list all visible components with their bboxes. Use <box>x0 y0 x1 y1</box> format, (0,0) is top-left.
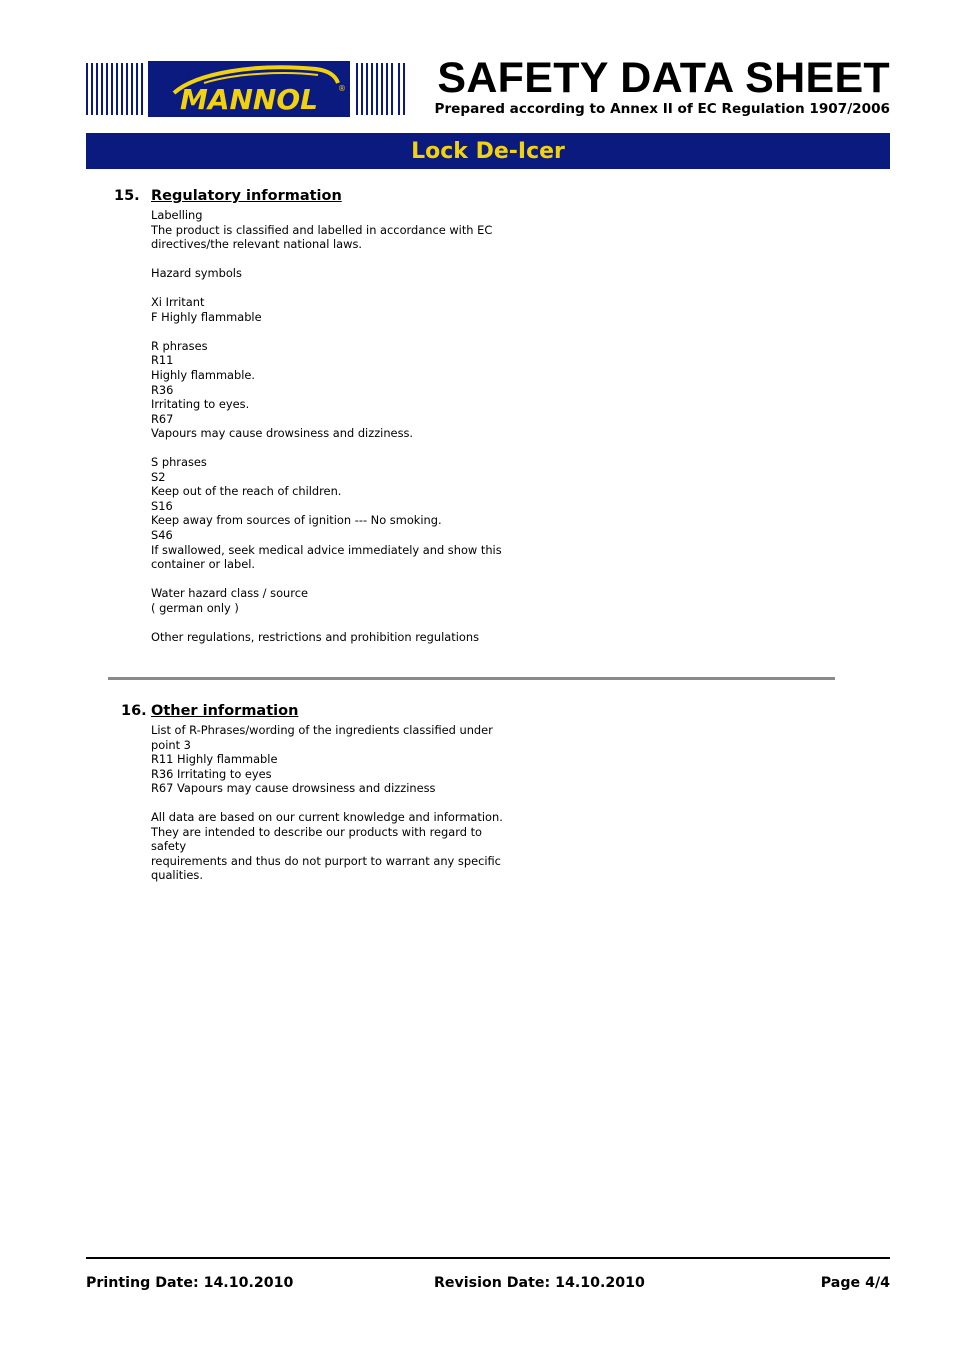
body-line: Labelling <box>151 208 203 222</box>
body-line: R67 <box>151 411 174 426</box>
section-16-title: Other information <box>151 703 299 719</box>
body-line: List of R-Phrases/wording of the ingredients classified under <box>151 723 493 737</box>
mannol-logo-graphic <box>86 61 406 117</box>
section-15-heading <box>114 187 342 205</box>
body-line <box>151 796 511 811</box>
body-line: Keep out of the reach of children. <box>151 484 342 499</box>
section-16-body <box>151 723 511 883</box>
body-line: S46 <box>151 528 173 543</box>
section-16-number: 16. <box>121 703 147 719</box>
body-line: S2 <box>151 469 166 484</box>
body-line: ( german only ) <box>151 600 239 615</box>
body-line <box>151 252 511 267</box>
body-line: directives/the relevant national laws. <box>151 237 363 252</box>
body-line <box>151 281 511 296</box>
document-title: SAFETY DATA SHEET <box>437 54 890 102</box>
body-line: S phrases <box>151 455 207 470</box>
product-banner <box>86 133 890 169</box>
body-line: requirements and thus do not purport to warrant any specific <box>151 853 501 868</box>
body-line <box>151 572 511 587</box>
body-line: Hazard symbols <box>151 266 242 281</box>
body-line: Other regulations, restrictions and prohibition regulations <box>151 629 480 644</box>
body-line: S16 <box>151 498 173 513</box>
page-number: Page 4/4 <box>820 1275 890 1291</box>
section-15-number: 15. <box>114 188 140 204</box>
body-line: qualities. <box>151 868 203 883</box>
body-line: R36 Irritating to eyes <box>151 766 272 781</box>
printing-date: Printing Date: 14.10.2010 <box>86 1275 294 1291</box>
body-line: point 3 <box>151 737 191 752</box>
body-line: R11 <box>151 353 174 368</box>
section-15-body <box>151 208 511 644</box>
body-line: F Highly flammable <box>151 309 262 324</box>
body-line: R phrases <box>151 338 208 353</box>
body-line: The product is classified and labelled in accordance with EC <box>151 222 493 237</box>
body-line <box>151 324 511 339</box>
body-line <box>151 615 511 630</box>
svg-text:®: ® <box>338 84 346 93</box>
section-15-title: Regulatory information <box>151 188 342 204</box>
section-divider <box>108 677 835 680</box>
body-line: Irritating to eyes. <box>151 397 250 412</box>
product-name: Lock De-Icer <box>411 138 565 164</box>
revision-date: Revision Date: 14.10.2010 <box>434 1275 645 1291</box>
body-line: Keep away from sources of ignition --- No smoking. <box>151 513 442 528</box>
mannol-logo <box>86 61 406 117</box>
body-line: Highly flammable. <box>151 368 256 383</box>
body-line: All data are based on our current knowledge and information. <box>151 810 503 825</box>
section-16-heading <box>121 702 298 720</box>
body-line: R67 Vapours may cause drowsiness and dizziness <box>151 781 436 796</box>
brand-wordmark: MANNOL <box>179 83 319 116</box>
footer-rule <box>86 1257 890 1259</box>
body-line <box>151 441 511 456</box>
document-subtitle: Prepared according to Annex II of EC Regulation 1907/2006 <box>434 101 890 117</box>
body-line: If swallowed, seek medical advice immediately and show this <box>151 542 502 557</box>
body-line: Vapours may cause drowsiness and dizziness. <box>151 426 414 441</box>
body-line: Water hazard class / source <box>151 586 308 601</box>
body-line: Xi Irritant <box>151 295 205 310</box>
body-line: R11 Highly flammable <box>151 752 278 767</box>
body-line: They are intended to describe our products with regard to safety <box>151 824 486 854</box>
body-line: container or label. <box>151 557 256 572</box>
body-line: R36 <box>151 382 174 397</box>
